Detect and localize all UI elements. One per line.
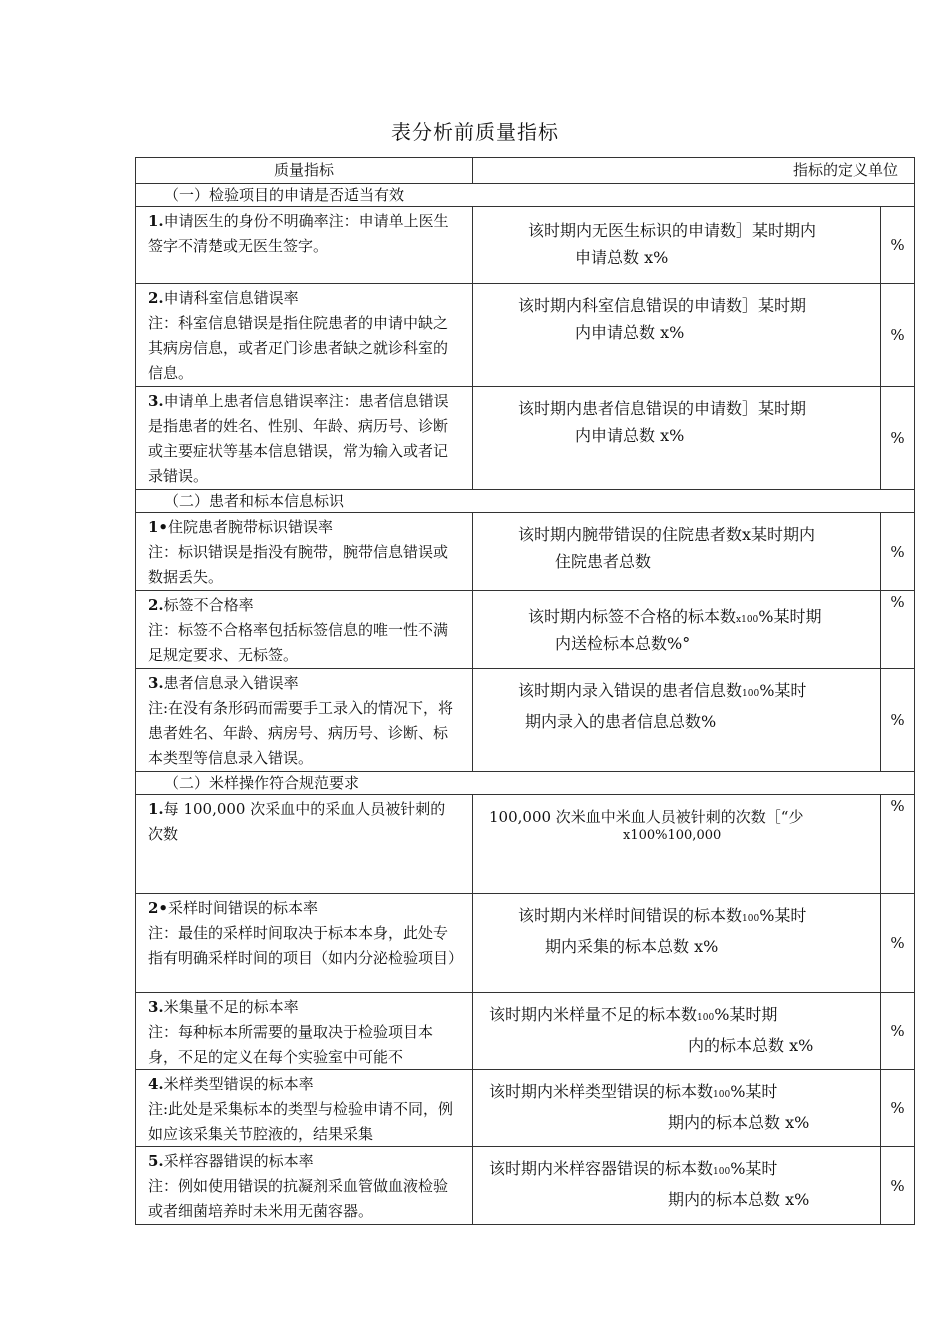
page-title: 表分析前质量指标: [391, 120, 559, 144]
definition-cell: 该时期内录入错误的患者信息数100%某时 期内录入的患者信息总数%: [473, 669, 881, 772]
indicator-cell: 1.每 100,000 次采血中的采血人员被针刺的次数: [136, 795, 473, 894]
unit-cell: %: [881, 894, 915, 993]
table-row: [136, 1070, 915, 1147]
table-header-row: [136, 158, 915, 184]
indicator-cell: 2.申请科室信息错误率 注：科室信息错误是指住院患者的申请中缺之其病房信息，或者疋门诊患者缺之就诊科室的信息。: [136, 284, 473, 387]
indicator-cell: 1•住院患者腕带标识错误率 注：标识错误是指没有腕带，腕带信息错误或数据丢失。: [136, 513, 473, 591]
definition-cell: 该时期内标签不合格的标本数x100%某时期 内送检标本总数%°: [473, 591, 881, 669]
definition-cell: 该时期内米样容器错误的标本数100%某时 期内的标本总数 x%: [473, 1147, 881, 1225]
indicator-cell: 3.患者信息录入错误率 注:在没有条形码而需要手工录入的情况下，将患者姓名、年龄、病房号、病历号、诊断、标本类型等信息录入错误。: [136, 669, 473, 772]
indicator-cell: 3.申请单上患者信息错误率注：患者信息错误是指患者的姓名、性别、年龄、病历号、诊断或主要症状等基本信息错误，常为输入或者记录错误。: [136, 387, 473, 490]
table-row: [136, 387, 915, 490]
unit-cell: %: [881, 513, 915, 591]
unit-cell: %: [881, 591, 915, 669]
quality-indicator-table: [135, 157, 915, 1225]
section-title: （二）患者和标本信息标识: [136, 490, 915, 513]
header-definition-unit: 指标的定义单位: [473, 158, 915, 184]
definition-cell: 100,000 次米血中米血人员被针刺的次数［“少 x100%100,000: [473, 795, 881, 894]
definition-cell: 该时期内米样时间错误的标本数100%某时 期内采集的标本总数 x%: [473, 894, 881, 993]
table-row: [136, 993, 915, 1070]
definition-cell: 该时期内科室信息错误的申请数］某时期 内申请总数 x%: [473, 284, 881, 387]
section-row: [136, 772, 915, 795]
table-row: [136, 207, 915, 284]
definition-cell: 该时期内患者信息错误的申请数］某时期 内申请总数 x%: [473, 387, 881, 490]
table-row: [136, 284, 915, 387]
unit-cell: %: [881, 1147, 915, 1225]
unit-cell: %: [881, 669, 915, 772]
indicator-cell: 2•采样时间错误的标本率 注：最佳的采样时间取决于标本本身，此处专指有明确采样时间的项目（如内分泌检验项目）: [136, 894, 473, 993]
table-row: [136, 795, 915, 894]
unit-cell: %: [881, 284, 915, 387]
section-row: [136, 184, 915, 207]
unit-cell: %: [881, 387, 915, 490]
table-row: [136, 894, 915, 993]
table-row: [136, 591, 915, 669]
unit-cell: %: [881, 993, 915, 1070]
indicator-cell: 3.米集量不足的标本率 注：每种标本所需要的量取决于检验项目本身，不足的定义在每个实验室中可能不: [136, 993, 473, 1070]
definition-cell: 该时期内米样类型错误的标本数100%某时 期内的标本总数 x%: [473, 1070, 881, 1147]
definition-cell: 该时期内无医生标识的申请数］某时期内 申请总数 x%: [473, 207, 881, 284]
table-row: [136, 1147, 915, 1225]
unit-cell: %: [881, 795, 915, 894]
definition-cell: 该时期内米样量不足的标本数100%某时期 内的标本总数 x%: [473, 993, 881, 1070]
indicator-cell: 5.采样容器错误的标本率 注：例如使用错误的抗凝剂采血管做血液检验或者细菌培养时未米用无菌容器。: [136, 1147, 473, 1225]
table-row: [136, 513, 915, 591]
header-indicator: 质量指标: [136, 158, 473, 184]
section-row: [136, 490, 915, 513]
unit-cell: %: [881, 1070, 915, 1147]
table-row: [136, 669, 915, 772]
unit-cell: %: [881, 207, 915, 284]
definition-cell: 该时期内腕带错误的住院患者数x某时期内 住院患者总数: [473, 513, 881, 591]
indicator-cell: 1.申请医生的身份不明确率注：申请单上医生签字不清楚或无医生签字。: [136, 207, 473, 284]
section-title: （一）检验项目的申请是否适当有效: [136, 184, 915, 207]
section-title: （二）米样操作符合规范要求: [136, 772, 915, 795]
indicator-cell: 4.米样类型错误的标本率 注:此处是采集标本的类型与检验申请不同，例如应该采集关节腔液的，结果采集: [136, 1070, 473, 1147]
indicator-cell: 2.标签不合格率 注：标签不合格率包括标签信息的唯一性不满足规定要求、无标签。: [136, 591, 473, 669]
